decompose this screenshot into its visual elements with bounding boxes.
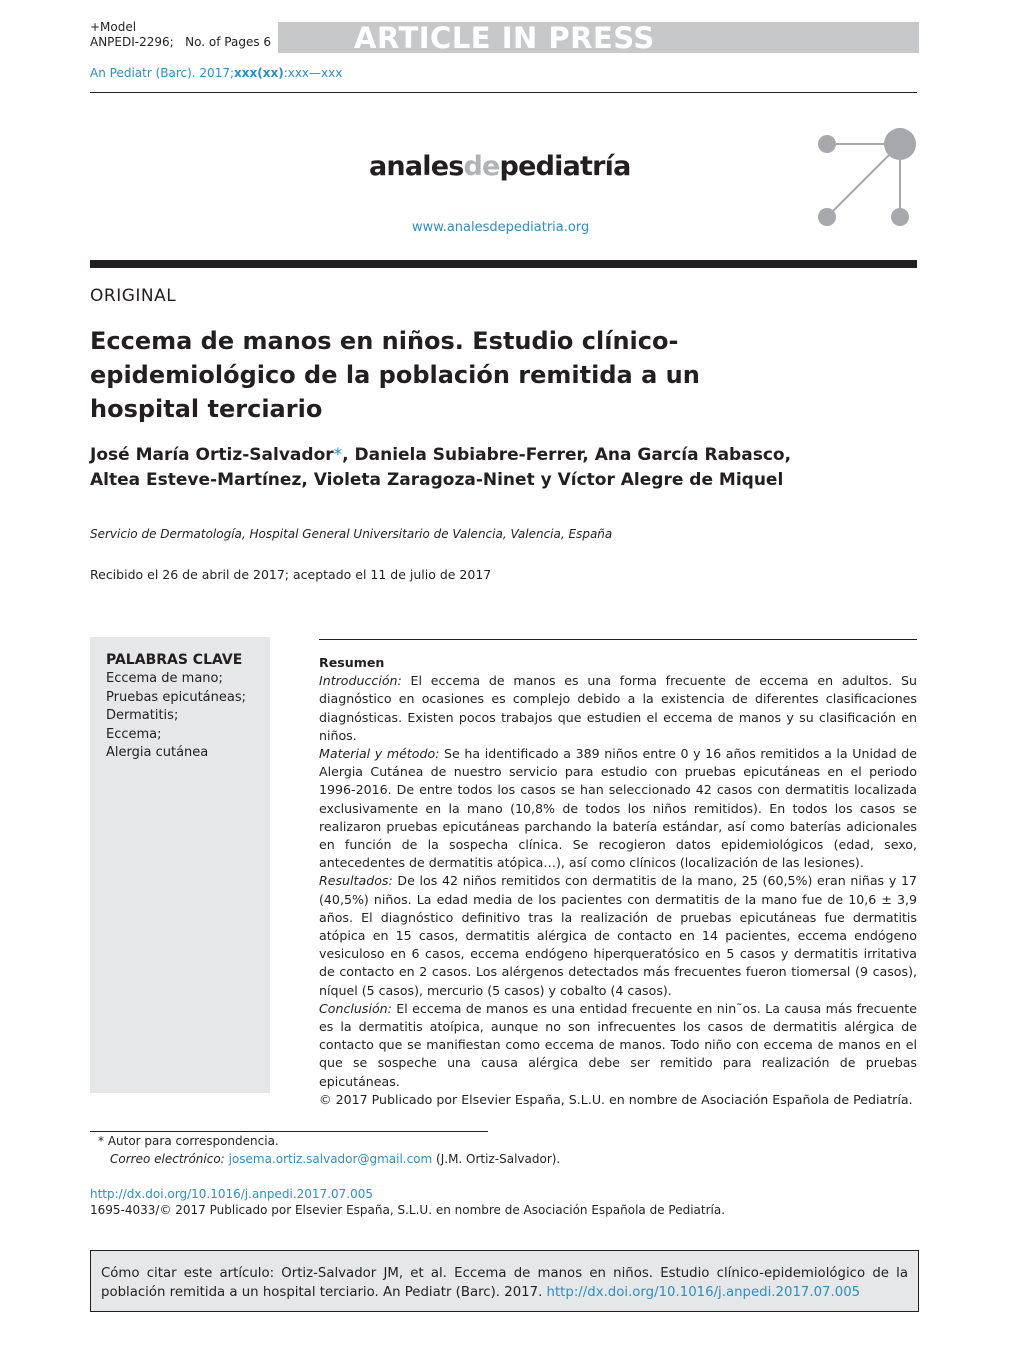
received-dates: Recibido el 26 de abril de 2017; aceptado el 11 de julio de 2017 <box>90 567 492 582</box>
abstract-results <box>319 872 917 999</box>
intro-text: El eccema de manos es una forma frecuente de eccema en adultos. Su diagnóstico en ocasiones es complejo debido a la existencia de diferentes clasificaciones diagnósticas. Existen pocos trabajos que estudien el eccema de manos y su clasificación en niños. <box>319 673 917 743</box>
network-logo-icon <box>808 120 918 230</box>
journal-ref-pages: :xxx—xxx <box>283 66 343 80</box>
journal-logo <box>369 151 631 182</box>
header-meta <box>90 20 271 50</box>
article-code-line <box>90 35 271 50</box>
intro-label: Introducción: <box>319 673 402 689</box>
keyword-item: Pruebas epicutáneas; <box>106 689 246 705</box>
methods-label: Material y método: <box>319 746 440 762</box>
journal-ref-prefix: An Pediatr (Barc). 2017; <box>90 66 235 80</box>
citation-text: Cómo citar este artículo: Ortiz-Salvador JM, et al. Eccema de manos en niños. Estudio clínico-epidemiológico de la población remitida a un hospital terciario. An Pediatr (Barc). 2017. <box>101 1266 908 1300</box>
methods-text: Se ha identificado a 389 niños entre 0 y 16 años remitidos a la Unidad de Alergia Cutánea de nuestro servicio para estudio con pruebas epicutáneas en el periodo 1996-2016. De entre todos los casos se han seleccionado 42 casos con dermatitis localizada exclusivamente en la mano (10,8% de todos los niños remitidos). En todos los casos se realizaron pruebas epicutáneas parchando la batería estándar, así como baterías adicionales en función de la sospecha clínica. Se recogieron datos epidemiológicos (edad, sexo, antecedentes de dermatitis atópica…), así como clínicos (localización de las lesiones). <box>319 746 917 871</box>
corresponding-author-mark[interactable]: * <box>333 445 343 465</box>
abstract-conclusion <box>319 1000 917 1091</box>
model-label: +Model <box>90 20 137 34</box>
abstract-divider <box>319 639 917 640</box>
journal-reference[interactable] <box>90 66 342 80</box>
authors-line1-rest: , Daniela Subiabre-Ferrer, Ana García Rabasco, <box>342 445 792 465</box>
abstract-heading: Resumen <box>319 655 385 670</box>
keyword-item: Eccema; <box>106 726 162 742</box>
logo-part-de: de <box>463 151 500 182</box>
conclusion-text: El eccema de manos es una entidad frecuente en nin˜os. La causa más frecuente es la dermatitis atoípica, aunque no son infrecuentes los casos de dermatitis alérgica de contacto que se manifiestan como eccema de manos. Todo niño con eccema de manos en el que se sospeche una causa alérgica debe ser remitido para realización de pruebas epicutáneas. <box>319 1000 917 1089</box>
abstract-methods <box>319 745 917 872</box>
corresponding-note: * Autor para correspondencia. <box>98 1134 279 1148</box>
article-code: ANPEDI-2296; <box>90 35 174 49</box>
doi-link[interactable]: http://dx.doi.org/10.1016/j.anpedi.2017.07.005 <box>90 1187 374 1201</box>
footnote-divider <box>90 1131 488 1132</box>
author-list <box>90 443 890 493</box>
header-divider <box>90 92 917 93</box>
abstract-copyright: © 2017 Publicado por Elsevier España, S.L.U. en nombre de Asociación Española de Pediatría. <box>319 1091 913 1107</box>
affiliation: Servicio de Dermatología, Hospital General Universitario de Valencia, Valencia, España <box>90 527 613 541</box>
abstract-introduction <box>319 672 917 745</box>
keyword-item: Alergia cutánea <box>106 745 209 760</box>
keywords-box <box>90 637 270 1093</box>
page-count: No. of Pages 6 <box>185 35 272 49</box>
article-title: Eccema de manos en niños. Estudio clínico-epidemiológico de la población remitida a un hospital terciario <box>90 327 700 423</box>
logo-part-anales: anales <box>369 151 464 182</box>
citation-doi-link[interactable]: http://dx.doi.org/10.1016/j.anpedi.2017.07.005 <box>546 1285 861 1300</box>
masthead-divider <box>90 260 917 268</box>
section-label: ORIGINAL <box>90 286 177 306</box>
authors-line2: Altea Esteve-Martínez, Violeta Zaragoza-Ninet y Víctor Alegre de Miquel <box>90 470 784 490</box>
keywords-heading: PALABRAS CLAVE <box>106 652 243 668</box>
citation-box <box>90 1250 919 1312</box>
conclusion-label: Conclusión: <box>319 1000 392 1016</box>
results-label: Resultados: <box>319 873 393 889</box>
logo-part-pediatria: pediatría <box>499 151 631 182</box>
article-in-press-banner <box>278 22 919 53</box>
keyword-item: Dermatitis; <box>106 708 179 723</box>
email-note <box>110 1152 560 1166</box>
email-label: Correo electrónico: <box>110 1152 225 1166</box>
journal-website-link[interactable]: www.analesdepediatria.org <box>412 220 590 235</box>
issn-line: 1695-4033/© 2017 Publicado por Elsevier España, S.L.U. en nombre de Asociación Española de Pediatría. <box>90 1203 726 1217</box>
abstract <box>319 654 917 1109</box>
journal-ref-vol: xxx(xx) <box>234 66 284 80</box>
email-owner: (J.M. Ortiz-Salvador). <box>432 1152 561 1166</box>
keyword-item: Eccema de mano; <box>106 671 223 686</box>
first-author: José María Ortiz-Salvador <box>90 445 334 465</box>
email-link[interactable]: josema.ortiz.salvador@gmail.com <box>228 1152 433 1166</box>
banner-text: ARTICLE IN PRESS <box>354 21 655 55</box>
results-text: De los 42 niños remitidos con dermatitis de la mano, 25 (60,5%) eran niñas y 17 (40,5%) niños. La edad media de los pacientes con dermatitis de la mano fue de 10,6 ± 3,9 años. El diagnóstico definitivo tras la realización de pruebas epicutáneas fue dermatitis atópica en 15 casos, dermatitis alérgica de contacto en 14 pacientes, eccema endógeno vesiculoso en 6 casos, eccema endógeno hiperqueratósico en 5 casos y dermatitis irritativa de contacto en 2 casos. Los alérgenos detectados más frecuentes fueron tiomersal (9 casos), níquel (5 casos), mercurio (5 casos) y cobalto (4 casos). <box>319 873 917 998</box>
